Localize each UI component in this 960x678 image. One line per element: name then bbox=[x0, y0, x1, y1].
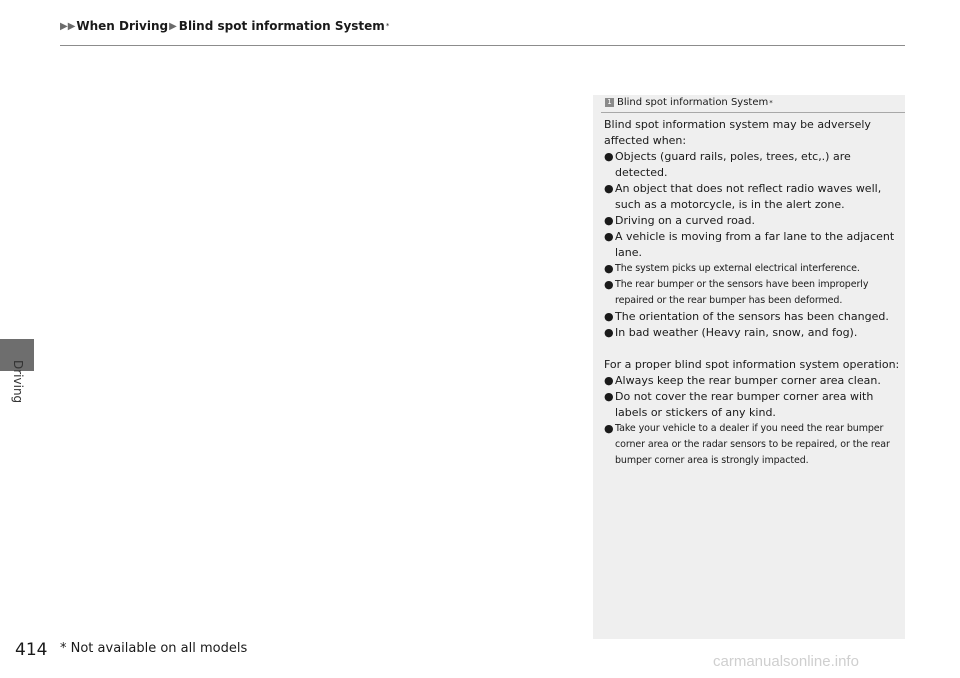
bullet-icon: ● bbox=[604, 422, 614, 435]
note-divider bbox=[601, 112, 905, 113]
bullet-icon: ● bbox=[604, 182, 614, 195]
header-divider bbox=[60, 45, 905, 46]
breadcrumb-current: Blind spot information System bbox=[178, 19, 385, 33]
list-item: ● Do not cover the rear bumper corner area with labels or stickers of any kind. bbox=[604, 390, 874, 419]
list-item: ● The system picks up external electrical interference. bbox=[604, 262, 860, 275]
list-item: ● In bad weather (Heavy rain, snow, and fog). bbox=[604, 326, 858, 339]
breadcrumb-arrow-icon: ▶▶ bbox=[60, 20, 76, 32]
bullet-icon: ● bbox=[604, 326, 614, 339]
bullet-icon: ● bbox=[604, 262, 614, 275]
note-body bbox=[604, 117, 900, 469]
watermark: carmanualsonline.info bbox=[713, 653, 859, 670]
bullet-icon: ● bbox=[604, 150, 614, 163]
note-intro: Blind spot information system may be adversely affected when: bbox=[604, 118, 871, 147]
section-label: Driving bbox=[11, 360, 25, 404]
footnote-mark: * bbox=[385, 22, 390, 30]
footnote: * Not available on all models bbox=[60, 641, 248, 656]
list-item: ● A vehicle is moving from a far lane to the adjacent lane. bbox=[604, 230, 895, 259]
list-item: ● An object that does not reflect radio waves well, such as a motorcycle, is in the alert zone. bbox=[604, 182, 882, 211]
bullet-icon: ● bbox=[604, 310, 614, 323]
footnote-mark: * bbox=[769, 98, 773, 107]
bullet-icon: ● bbox=[604, 278, 614, 291]
list-item: ● Take your vehicle to a dealer if you need the rear bumper corner area or the radar sensors to be repaired, or the rear bumper corner area is strongly impacted. bbox=[604, 422, 890, 466]
reference-icon: 1 bbox=[605, 98, 614, 107]
bullet-icon: ● bbox=[604, 214, 614, 227]
page-number: 414 bbox=[15, 640, 48, 660]
list-item: ● The orientation of the sensors has been changed. bbox=[604, 310, 889, 323]
operation-list bbox=[604, 373, 900, 469]
note-title-text: Blind spot information System bbox=[617, 97, 769, 108]
breadcrumb-arrow-icon: ▶ bbox=[169, 20, 177, 32]
bullet-icon: ● bbox=[604, 374, 614, 387]
list-item: ● Always keep the rear bumper corner area clean. bbox=[604, 374, 881, 387]
note-title bbox=[605, 97, 895, 108]
breadcrumb bbox=[60, 19, 389, 33]
bullet-icon: ● bbox=[604, 230, 614, 243]
note-panel bbox=[593, 95, 905, 639]
conditions-list bbox=[604, 149, 900, 341]
list-item: ● Objects (guard rails, poles, trees, etc,.) are detected. bbox=[604, 150, 851, 179]
breadcrumb-when-driving[interactable]: When Driving bbox=[76, 19, 169, 33]
list-item: ● Driving on a curved road. bbox=[604, 214, 756, 227]
bullet-icon: ● bbox=[604, 390, 614, 403]
operation-intro: For a proper blind spot information system operation: bbox=[604, 358, 900, 371]
list-item: ● The rear bumper or the sensors have been improperly repaired or the rear bumper has been deformed. bbox=[604, 278, 869, 306]
